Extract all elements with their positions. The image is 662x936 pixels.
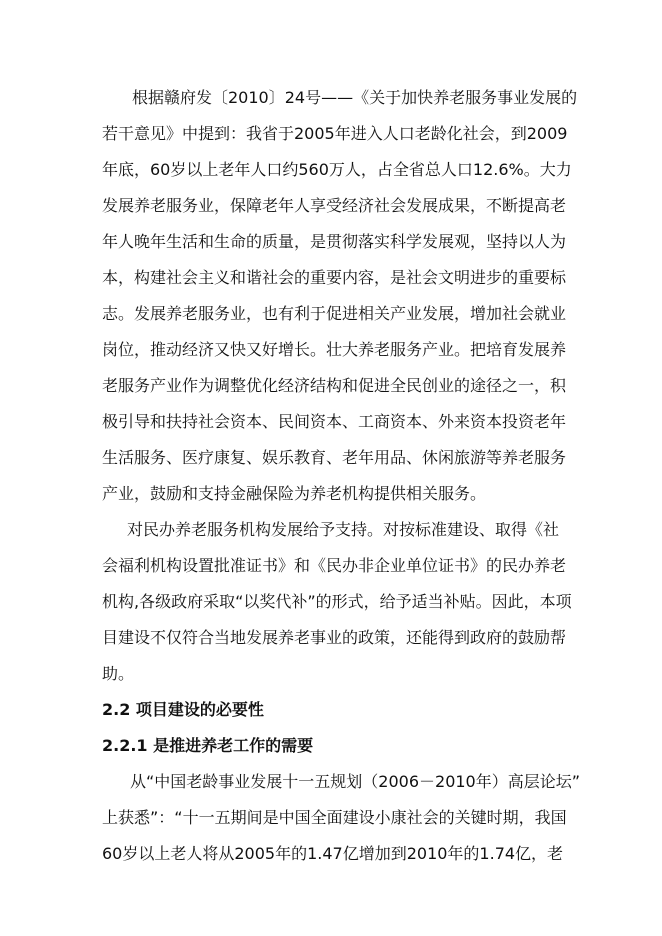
paragraph-3-line-2: 上获悉”：“十一五期间是中国全面建设小康社会的关键时期，我国 (102, 808, 567, 827)
paragraph-2-line-3: 机构,各级政府采取“以奖代补”的形式，给予适当补贴。因此，本项 (102, 592, 572, 611)
paragraph-1-line-8: 岗位，推动经济又快又好增长。壮大养老服务产业。把培育发展养 (102, 340, 567, 359)
paragraph-1-line-1: 根据赣府发〔2010〕24号——《关于加快养老服务事业发展的 (132, 88, 578, 107)
section-heading-2-2-1: 2.2.1 是推进养老工作的需要 (102, 736, 314, 755)
paragraph-1-line-10: 极引导和扶持社会资本、民间资本、工商资本、外来资本投资老年 (102, 412, 567, 431)
paragraph-1-line-4: 发展养老服务业，保障老年人享受经济社会发展成果，不断提高老 (102, 196, 567, 215)
paragraph-2-line-2: 会福利机构设置批准证书》和《民办非企业单位证书》的民办养老 (102, 556, 567, 575)
paragraph-1-line-11: 生活服务、医疗康复、娱乐教育、老年用品、休闲旅游等养老服务 (102, 448, 567, 467)
paragraph-1-line-6: 本，构建社会主义和谐社会的重要内容，是社会文明进步的重要标 (102, 268, 567, 287)
paragraph-1-line-3: 年底，60岁以上老年人口约560万人，占全省总人口12.6%。大力 (102, 160, 572, 179)
section-heading-2-2: 2.2 项目建设的必要性 (102, 700, 264, 719)
paragraph-3-line-1: 从“中国老龄事业发展十一五规划（2006－2010年）高层论坛” (130, 772, 581, 791)
paragraph-1-line-9: 老服务产业作为调整优化经济结构和促进全民创业的途径之一，积 (102, 376, 567, 395)
paragraph-1-line-2: 若干意见》中提到：我省于2005年进入人口老龄化社会，到2009 (102, 124, 568, 143)
paragraph-2-line-1: 对民办养老服务机构发展给予支持。对按标准建设、取得《社 (127, 520, 560, 539)
paragraph-3-line-3: 60岁以上老人将从2005年的1.47亿增加到2010年的1.74亿，老 (102, 844, 564, 863)
paragraph-1-line-12: 产业，鼓励和支持金融保险为养老机构提供相关服务。 (102, 484, 487, 503)
paragraph-2-line-4: 目建设不仅符合当地发展养老事业的政策，还能得到政府的鼓励帮 (102, 628, 567, 647)
paragraph-2-line-5: 助。 (102, 664, 135, 683)
paragraph-1-line-5: 年人晚年生活和生命的质量，是贯彻落实科学发展观，坚持以人为 (102, 232, 567, 251)
paragraph-1-line-7: 志。发展养老服务业，也有利于促进相关产业发展，增加社会就业 (102, 304, 567, 323)
